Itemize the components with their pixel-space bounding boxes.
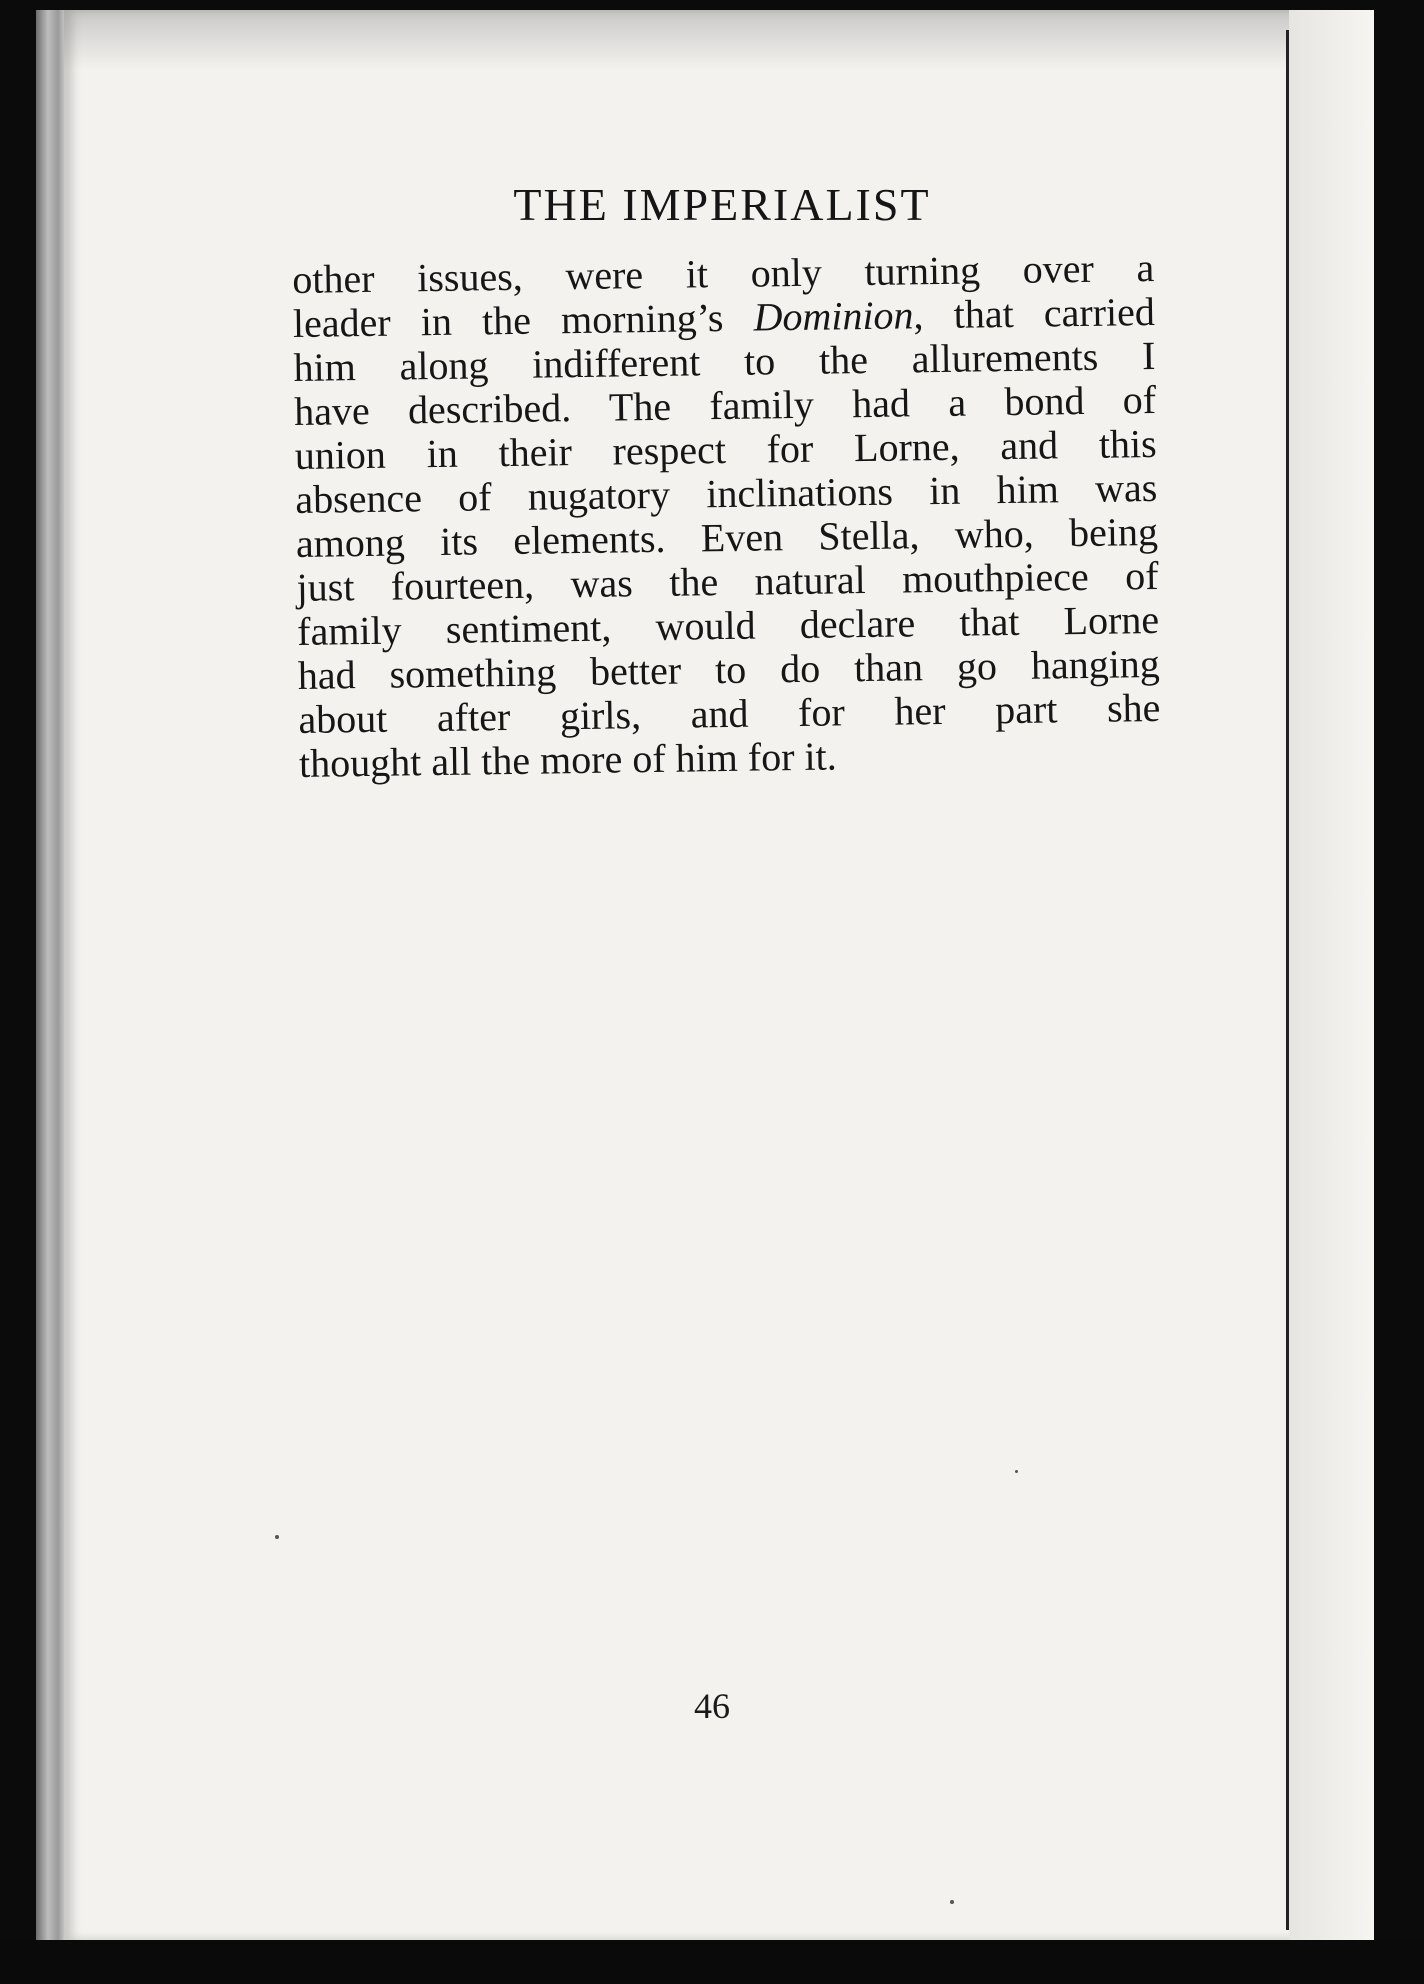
- text-line: union in their respect for Lorne, and this: [294, 420, 1157, 478]
- text-line: about after girls, and for her part she: [298, 684, 1161, 742]
- text-line: among its elements. Even Stella, who, being: [295, 508, 1159, 566]
- page-top-shadow: [64, 10, 1374, 70]
- text-line: just fourteen, was the natural mouthpiece of: [296, 552, 1159, 610]
- text-line-tail: , that carried: [913, 288, 1156, 338]
- scan-bottom-border: [0, 1940, 1424, 1984]
- gutter-fold-line: [1286, 30, 1289, 1930]
- italic-title: Dominion: [753, 292, 914, 340]
- page-number: 46: [694, 1686, 730, 1726]
- text-line: other issues, were it only turning over a: [291, 244, 1155, 302]
- text-line: have described. The family had a bond of: [293, 376, 1157, 434]
- text-line-lead: leader in the morning’s: [292, 294, 754, 346]
- running-title: THE IMPERIALIST: [513, 179, 931, 230]
- facing-page-strip: [1289, 10, 1374, 1940]
- paper-speck: [950, 1900, 954, 1904]
- text-line: thought all the more of him for it.: [298, 733, 838, 786]
- text-line: absence of nugatory inclinations in him was: [295, 464, 1158, 522]
- text-line: family sentiment, would declare that Lorne: [296, 596, 1160, 654]
- body-paragraph: [292, 246, 1161, 786]
- paper-speck: [1015, 1470, 1018, 1473]
- text-line: had something better to do than go hanging: [297, 640, 1161, 698]
- paper-speck: [275, 1535, 279, 1539]
- text-line: him along indifferent to the allurements I: [293, 332, 1156, 390]
